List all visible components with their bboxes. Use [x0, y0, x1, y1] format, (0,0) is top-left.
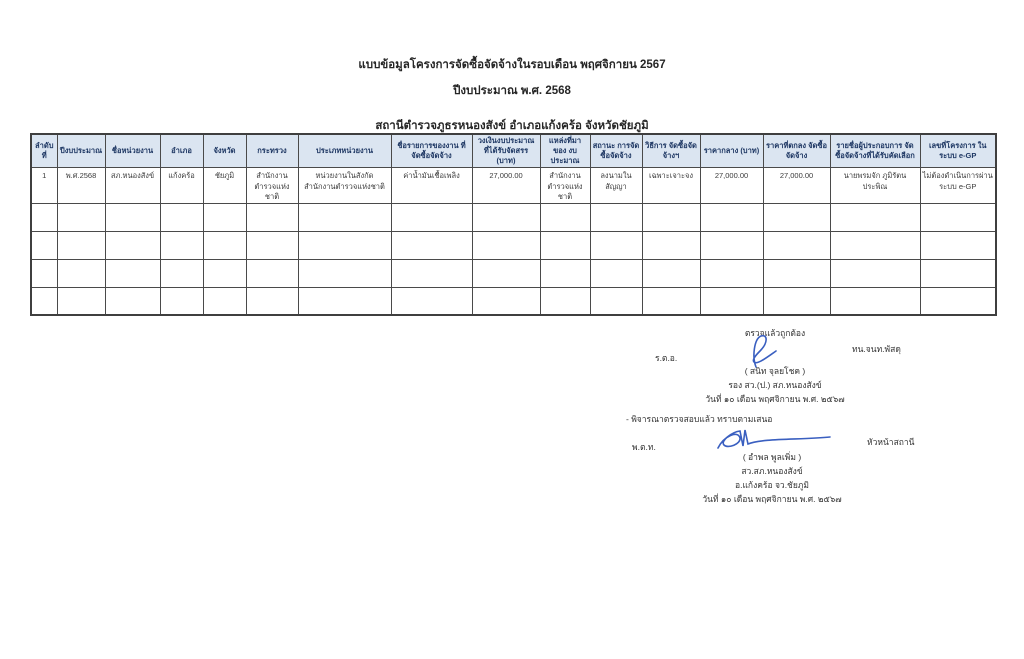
- col-header-no: ลำดับที่: [31, 134, 57, 168]
- approval2-position: สว.สภ.หนองสังข์: [741, 466, 803, 476]
- col-header-agency-type: ประเภทหน่วยงาน: [298, 134, 391, 168]
- procurement-table: [30, 133, 997, 316]
- approval2-rank: พ.ต.ท.: [632, 442, 656, 452]
- approval2-note: - พิจารณาตรวจสอบแล้ว ทราบตามเสนอ: [626, 414, 773, 424]
- cell-item: ค่าน้ำมันเชื้อเพลิง: [391, 168, 472, 203]
- col-header-budget: วงเงินงบประมาณ ที่ได้รับจัดสรร (บาท): [472, 134, 540, 168]
- approval2-role: หัวหน้าสถานี: [867, 437, 915, 447]
- cell-method: เฉพาะเจาะจง: [642, 168, 700, 203]
- cell-agency-type: หน่วยงานในสังกัดสำนักงานตำรวจแห่งชาติ: [298, 168, 391, 203]
- cell-no: 1: [31, 168, 57, 203]
- approval2-location: อ.แก้งคร้อ จว.ชัยภูมิ: [734, 480, 810, 490]
- col-header-fiscal-year: ปีงบประมาณ: [57, 134, 105, 168]
- table-row-empty: [31, 231, 996, 259]
- cell-agency: สภ.หนองสังข์: [105, 168, 160, 203]
- col-header-district: อำเภอ: [160, 134, 203, 168]
- cell-budget: 27,000.00: [472, 168, 540, 203]
- approval1-name: ( สนิท จุลยโชค ): [744, 366, 806, 376]
- table-row-empty: [31, 203, 996, 231]
- station-title: สถานีตำรวจภูธรหนองสังข์ อำเภอแก้งคร้อ จังหวัดชัยภูมิ: [375, 119, 649, 132]
- cell-district: แก้งคร้อ: [160, 168, 203, 203]
- cell-budget-source: สำนักงานตำรวจแห่งชาติ: [540, 168, 590, 203]
- col-header-item: ชื่อรายการของงาน ที่จัดซื้อจัดจ้าง: [391, 134, 472, 168]
- document-title: แบบข้อมูลโครงการจัดซื้อจัดจ้างในรอบเดือน พฤศจิกายน 2567: [358, 59, 666, 71]
- approval2-name: ( อำพล พูลเพิ่ม ): [742, 452, 802, 462]
- col-header-budget-source: แหล่งที่มาของ งบประมาณ: [540, 134, 590, 168]
- approval1-date: วันที่ ๑๐ เดือน พฤศจิกายน พ.ศ. ๒๕๖๗: [705, 394, 845, 404]
- cell-province: ชัยภูมิ: [203, 168, 246, 203]
- col-header-status: สถานะ การจัดซื้อจัดจ้าง: [590, 134, 642, 168]
- document-header: [0, 60, 1024, 135]
- cell-ministry: สำนักงานตำรวจแห่งชาติ: [246, 168, 298, 203]
- col-header-method: วิธีการ จัดซื้อจัดจ้างฯ: [642, 134, 700, 168]
- col-header-province: จังหวัด: [203, 134, 246, 168]
- col-header-vendor: รายชื่อผู้ประกอบการ จัดซื้อจัดจ้างที่ได้รับคัดเลือก: [830, 134, 920, 168]
- col-header-ministry: กระทรวง: [246, 134, 298, 168]
- approval1-heading: ตรวจแล้วถูกต้อง: [744, 328, 806, 338]
- table-row-empty: [31, 259, 996, 287]
- table-header-row: [31, 134, 996, 168]
- table-row-1: [31, 168, 996, 203]
- cell-agreed-price: 27,000.00: [763, 168, 830, 203]
- col-header-agreed-price: ราคาที่ตกลง จัดซื้อจัดจ้าง: [763, 134, 830, 168]
- col-header-egp-no: เลขที่โครงการ ในระบบ e-GP: [920, 134, 996, 168]
- cell-mid-price: 27,000.00: [700, 168, 763, 203]
- approval1-role: ทน.จนท.พัสดุ: [852, 344, 901, 354]
- cell-fiscal-year: พ.ศ.2568: [57, 168, 105, 203]
- approval2-date: วันที่ ๑๐ เดือน พฤศจิกายน พ.ศ. ๒๕๖๗: [702, 494, 842, 504]
- col-header-mid-price: ราคากลาง (บาท): [700, 134, 763, 168]
- approval1-rank: ร.ต.อ.: [655, 353, 678, 363]
- cell-vendor: นายพรมจัก ภูมิรัตนประพิณ: [830, 168, 920, 203]
- fiscal-year-title: ปีงบประมาณ พ.ศ. 2568: [453, 84, 571, 97]
- cell-status: ลงนามในสัญญา: [590, 168, 642, 203]
- approval1-position: รอง สว.(ป.) สภ.หนองสังข์: [728, 380, 822, 390]
- table-row-empty: [31, 287, 996, 315]
- cell-egp-no: ไม่ต้องดำเนินการผ่านระบบ e-GP: [920, 168, 996, 203]
- col-header-agency: ชื่อหน่วยงาน: [105, 134, 160, 168]
